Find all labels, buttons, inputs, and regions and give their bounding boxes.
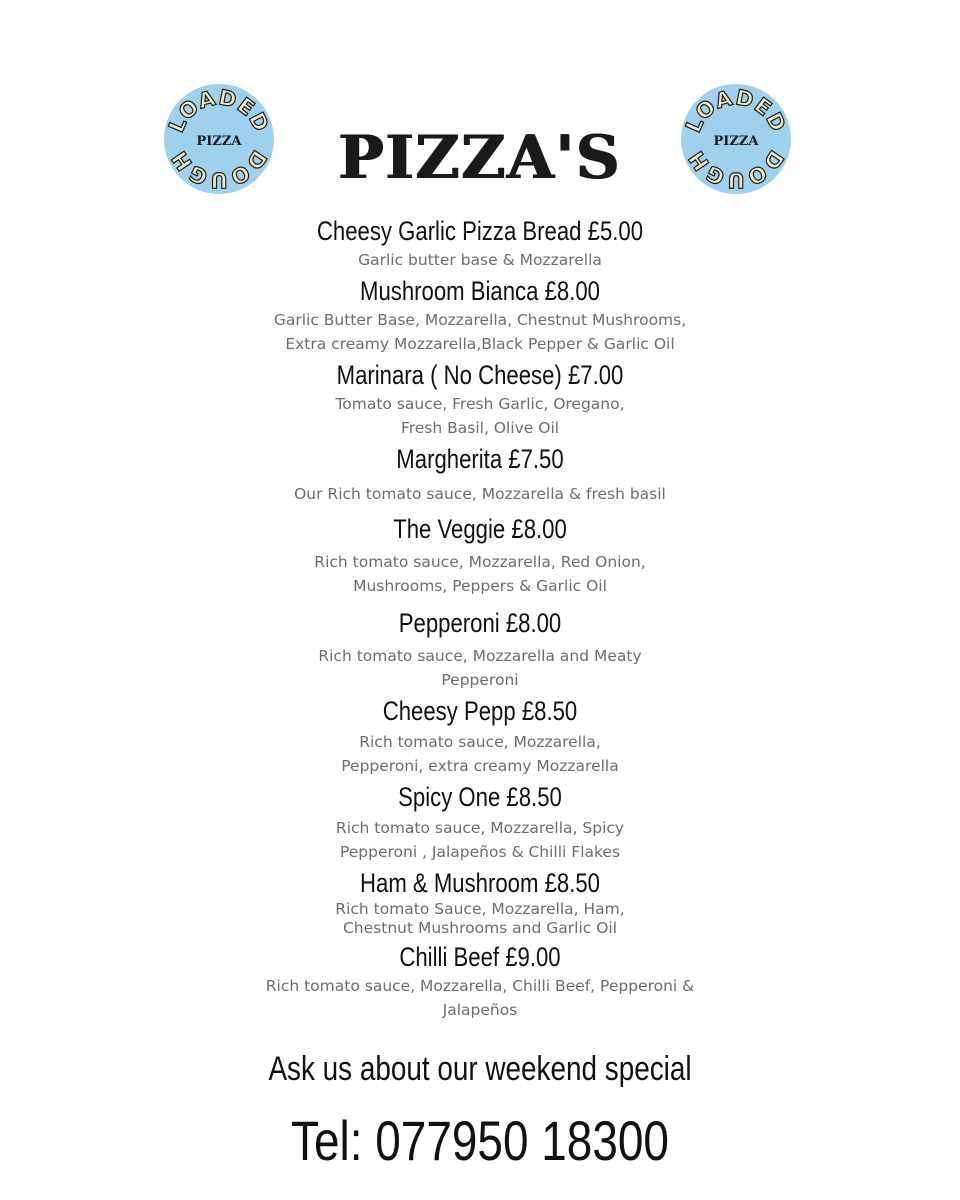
description-line: Garlic Butter Base, Mozzarella, Chestnut Mushrooms, <box>273 311 687 329</box>
logo-center-text: PIZZA <box>196 134 242 149</box>
description-line: Rich tomato sauce, Mozzarella, Chilli Beef, Pepperoni & <box>265 977 695 995</box>
logo-center-text: PIZZA <box>713 134 759 149</box>
logo-top-text: LOADED <box>164 85 274 137</box>
logo-bottom-text: DOUGH <box>683 145 789 193</box>
description-line: Chestnut Mushrooms and Garlic Oil <box>342 919 618 937</box>
description-line: Pepperoni, extra creamy Mozzarella <box>341 757 619 775</box>
menu-item-name: Ham & Mushroom £8.50 <box>360 868 600 898</box>
menu-item-description <box>200 550 760 598</box>
menu-item-description <box>200 482 760 506</box>
menu-item-name: The Veggie £8.00 <box>393 514 567 544</box>
menu-list <box>200 214 760 1024</box>
menu-item-name: Marinara ( No Cheese) £7.00 <box>336 360 624 390</box>
menu-item <box>200 214 760 272</box>
menu-item <box>200 866 760 938</box>
description-line: Mushrooms, Peppers & Garlic Oil <box>353 577 607 595</box>
description-line: Rich tomato Sauce, Mozzarella, Ham, <box>335 900 625 918</box>
weekend-special-note: Ask us about our weekend special <box>268 1050 692 1088</box>
description-line: Rich tomato sauce, Mozzarella, Spicy <box>335 819 625 837</box>
description-line: Rich tomato sauce, Mozzarella, Red Onion, <box>314 553 646 571</box>
description-line: Pepperoni , Jalapeños & Chilli Flakes <box>339 843 621 861</box>
menu-item-name: Margherita £7.50 <box>396 444 564 474</box>
logo-top-text: LOADED <box>681 85 791 137</box>
menu-item <box>200 940 760 1022</box>
logo-bottom-text: DOUGH <box>166 145 272 193</box>
page-title: PIZZA'S <box>338 123 622 193</box>
menu-item <box>200 694 760 778</box>
menu-item <box>200 780 760 864</box>
description-line: Tomato sauce, Fresh Garlic, Oregano, <box>335 395 625 413</box>
menu-item-name: Chilli Beef £9.00 <box>399 942 561 972</box>
menu-item-name: Pepperoni £8.00 <box>398 608 562 638</box>
description-line: Rich tomato sauce, Mozzarella and Meaty <box>318 647 642 665</box>
menu-item <box>200 512 760 598</box>
description-line: Jalapeños <box>442 1001 518 1019</box>
menu-item-name: Mushroom Bianca £8.00 <box>359 276 600 306</box>
menu-item-name: Spicy One £8.50 <box>398 782 562 812</box>
description-line: Fresh Basil, Olive Oil <box>400 419 560 437</box>
description-line: Pepperoni <box>441 671 519 689</box>
menu-item-description <box>200 900 760 938</box>
menu-item-description <box>200 248 760 272</box>
menu-item-description <box>200 816 760 864</box>
description-line: Our Rich tomato sauce, Mozzarella & fresh basil <box>294 485 666 503</box>
menu-item-description <box>200 974 760 1022</box>
menu-item-description <box>200 308 760 356</box>
telephone-number: Tel: 077950 18300 <box>291 1109 669 1172</box>
menu-item <box>200 274 760 356</box>
menu-item <box>200 358 760 440</box>
menu-item-name: Cheesy Pepp £8.50 <box>382 696 578 726</box>
description-line: Rich tomato sauce, Mozzarella, <box>359 733 601 751</box>
menu-item-description <box>200 392 760 440</box>
menu-item <box>200 442 760 506</box>
description-line: Garlic butter base & Mozzarella <box>358 251 602 269</box>
description-line: Extra creamy Mozzarella,Black Pepper & Garlic Oil <box>285 335 675 353</box>
menu-item-description <box>200 730 760 778</box>
menu-item <box>200 606 760 692</box>
menu-item-description <box>200 644 760 692</box>
menu-item-name: Cheesy Garlic Pizza Bread £5.00 <box>316 216 644 246</box>
